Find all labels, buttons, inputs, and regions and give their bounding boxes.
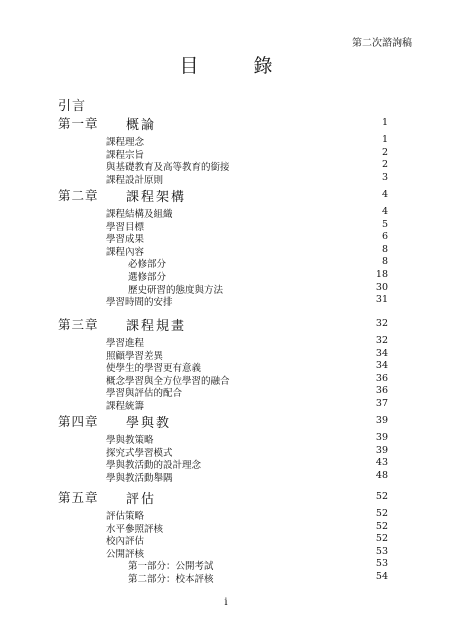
toc-entry-label: 探究式學習模式 bbox=[106, 447, 173, 459]
toc-entry-label: 學習目標 bbox=[106, 221, 145, 233]
toc-entry bbox=[106, 244, 388, 256]
chapter-number: 第三章 bbox=[58, 317, 99, 332]
toc-entry bbox=[106, 445, 388, 457]
toc-entry-label: 與基礎教育及高等教育的銜接 bbox=[106, 162, 230, 174]
chapter-heading bbox=[58, 315, 388, 334]
toc-entry bbox=[106, 521, 388, 533]
toc-entry-page: 36 bbox=[375, 385, 388, 397]
toc-entry-label: 使學生的學習更有意義 bbox=[106, 363, 202, 375]
toc-entry-label: 第一部分：公開考試 bbox=[128, 561, 214, 573]
toc-entry-page: 34 bbox=[375, 347, 388, 359]
toc-entry bbox=[106, 432, 388, 444]
toc-entry-label: 校內評估 bbox=[106, 536, 145, 548]
toc-entry-label: 學習與評估的配合 bbox=[106, 388, 183, 400]
toc-entry-label: 學習進程 bbox=[106, 338, 145, 349]
toc-entry-page: 53 bbox=[375, 558, 388, 570]
toc-entry-page: 34 bbox=[375, 360, 388, 372]
toc-entry-page: 36 bbox=[375, 372, 388, 384]
toc-entry-page: 6 bbox=[381, 231, 388, 243]
intro-heading: 引言 bbox=[58, 99, 87, 114]
toc-entry bbox=[106, 134, 388, 146]
toc-entry-page: 48 bbox=[375, 469, 388, 481]
toc-entry-label: 評估策略 bbox=[106, 511, 145, 522]
toc-entry bbox=[106, 470, 388, 482]
toc-entry-page: 2 bbox=[381, 146, 388, 158]
toc-entry-page: 4 bbox=[381, 206, 388, 217]
toc-entry bbox=[106, 219, 388, 231]
toc-entry bbox=[106, 294, 388, 309]
toc-entry-page: 39 bbox=[375, 432, 388, 443]
chapter-title: 概論 bbox=[126, 118, 157, 133]
page-title: 目 錄 bbox=[179, 55, 291, 77]
toc-entry bbox=[106, 373, 388, 385]
toc-entry-label: 學習時間的安排 bbox=[106, 297, 173, 309]
toc-entry bbox=[106, 206, 388, 218]
toc-entry bbox=[106, 360, 388, 375]
toc-entry-page: 2 bbox=[381, 159, 388, 171]
toc-entry-page: 53 bbox=[375, 545, 388, 557]
chapter-title: 課程架構 bbox=[126, 190, 187, 205]
toc-entry-page: 52 bbox=[375, 520, 388, 532]
toc-entry-label: 學與教活動舉隅 bbox=[106, 472, 173, 484]
chapter-heading bbox=[58, 488, 388, 507]
toc-entry bbox=[106, 508, 388, 520]
chapter-page-number: 39 bbox=[375, 415, 388, 426]
toc-entry bbox=[106, 335, 388, 347]
toc-entry-page: 18 bbox=[375, 269, 388, 280]
toc-subentry bbox=[128, 558, 388, 573]
chapter-number: 第五章 bbox=[58, 490, 99, 505]
toc-entry-page: 31 bbox=[375, 294, 388, 306]
chapter-page-number: 1 bbox=[381, 117, 388, 128]
toc-entry-label: 概念學習與全方位學習的融合 bbox=[106, 375, 230, 387]
toc-entry bbox=[106, 147, 388, 159]
toc-entry-page: 8 bbox=[381, 243, 388, 255]
toc-entry-label: 公開評核 bbox=[106, 548, 145, 560]
toc-entry-label: 選修部分 bbox=[128, 272, 167, 283]
toc-entry-page: 8 bbox=[381, 256, 388, 268]
toc-entry-page: 54 bbox=[375, 571, 388, 582]
toc-entry bbox=[106, 385, 388, 400]
toc-entry-page: 52 bbox=[375, 508, 388, 519]
toc-entry-page: 3 bbox=[381, 171, 388, 183]
chapter-heading bbox=[58, 186, 388, 205]
toc-entry bbox=[106, 348, 388, 360]
toc-entry-page: 37 bbox=[375, 398, 388, 409]
toc-entry-label: 課程統籌 bbox=[106, 401, 145, 412]
chapter-page-number: 4 bbox=[381, 189, 388, 200]
toc-entry-page: 39 bbox=[375, 444, 388, 456]
toc-entry-page: 32 bbox=[375, 335, 388, 346]
page-number: i bbox=[224, 597, 228, 608]
toc-entry-label: 課程理念 bbox=[106, 137, 145, 148]
toc-entry-page: 1 bbox=[381, 134, 388, 145]
chapter-page-number: 52 bbox=[375, 491, 388, 502]
toc-entry bbox=[106, 398, 388, 410]
toc-entry-label: 歷史研習的態度與方法 bbox=[128, 284, 224, 296]
toc-entry-label: 學與教策略 bbox=[106, 435, 154, 446]
toc-entry-page: 52 bbox=[375, 533, 388, 545]
toc-entry-label: 必修部分 bbox=[128, 259, 167, 271]
toc-entry-label: 學習成果 bbox=[106, 234, 145, 246]
toc-entry-label: 課程內容 bbox=[106, 246, 145, 258]
toc-subentry bbox=[128, 269, 388, 281]
chapter-title: 評估 bbox=[126, 492, 157, 507]
toc-subentry bbox=[128, 282, 388, 294]
chapter-number: 第四章 bbox=[58, 414, 99, 429]
toc-entry bbox=[106, 546, 388, 558]
toc-entry-label: 課程宗旨 bbox=[106, 149, 145, 161]
toc-entry bbox=[106, 231, 388, 246]
chapter-title: 學與教 bbox=[126, 416, 172, 431]
draft-note: 第二次諮詢稿 bbox=[352, 38, 412, 49]
toc-entry-label: 課程設計原則 bbox=[106, 174, 164, 186]
chapter-page-number: 32 bbox=[375, 318, 388, 329]
chapter-heading bbox=[58, 114, 388, 133]
toc-entry-label: 學與教活動的設計理念 bbox=[106, 460, 202, 472]
toc-entry-page: 5 bbox=[381, 218, 388, 230]
toc-entry bbox=[106, 159, 388, 174]
chapter-heading bbox=[58, 412, 388, 431]
chapter-number: 第一章 bbox=[58, 116, 99, 131]
toc-entry-label: 照顧學習差異 bbox=[106, 350, 164, 362]
chapter-title: 課程規畫 bbox=[126, 319, 187, 334]
toc-entry bbox=[106, 533, 388, 548]
toc-entry bbox=[106, 172, 388, 184]
toc-subentry bbox=[128, 256, 388, 271]
toc-entry-page: 30 bbox=[375, 281, 388, 293]
toc-entry-label: 水平參照評核 bbox=[106, 523, 164, 535]
toc-entry-label: 第二部分：校本評核 bbox=[128, 574, 214, 585]
toc-entry bbox=[106, 457, 388, 472]
chapter-number: 第二章 bbox=[58, 188, 99, 203]
toc-entry-label: 課程結構及組織 bbox=[106, 209, 173, 220]
toc-entry-page: 43 bbox=[375, 457, 388, 469]
toc-subentry bbox=[128, 571, 388, 583]
